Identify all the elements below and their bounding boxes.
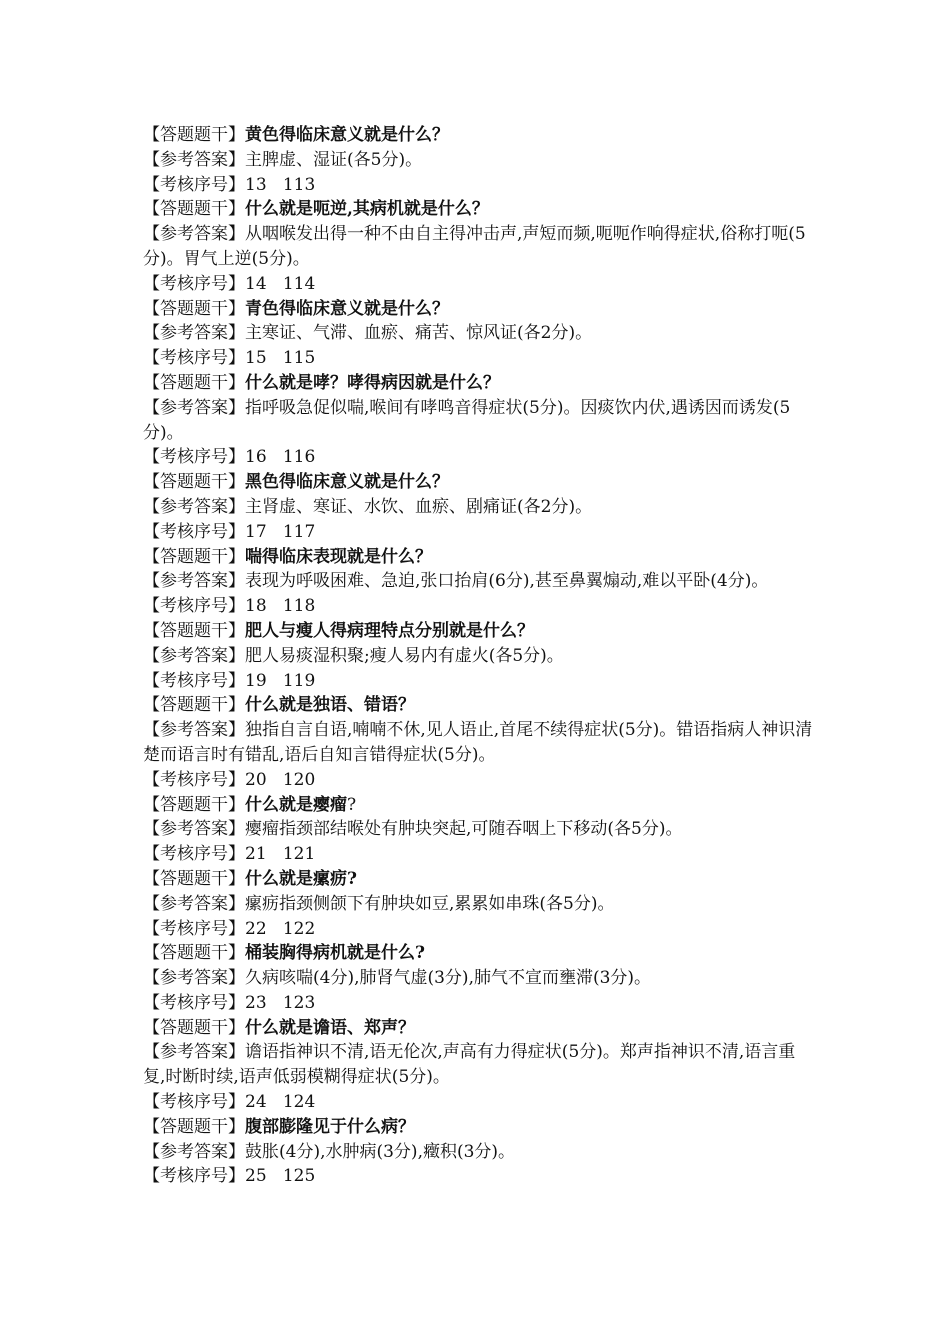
question-line: [143, 470, 813, 495]
question-line: [143, 941, 813, 966]
answer-label: 【参考答案】: [143, 397, 245, 418]
answer-text: 主肾虚、寒证、水饮、血瘀、剧痛证(各2分)。: [245, 496, 593, 517]
sequence-text: 18 118: [245, 596, 316, 617]
question-label: 【答题题干】: [143, 868, 245, 889]
question-line: [143, 1115, 813, 1140]
question-label: 【答题题干】: [143, 620, 245, 641]
answer-text: 主脾虚、湿证(各5分)。: [245, 149, 423, 170]
question-line: [143, 619, 813, 644]
qa-list: [143, 123, 813, 1189]
sequence-text: 15 115: [245, 348, 316, 369]
sequence-label: 【考核序号】: [143, 273, 245, 294]
question-line: [143, 297, 813, 322]
answer-line: [143, 569, 813, 594]
question-suffix: ?: [347, 794, 357, 815]
sequence-line: [143, 669, 813, 694]
question-text: 腹部膨隆见于什么病？: [245, 1116, 415, 1137]
answer-line: [143, 1040, 813, 1090]
question-text: 什么就是哮？哮得病因就是什么？: [245, 372, 500, 393]
answer-line: [143, 1140, 813, 1165]
answer-text: 鼓胀(4分),水肿病(3分),癥积(3分)。: [245, 1141, 516, 1162]
answer-line: [143, 321, 813, 346]
sequence-line: [143, 917, 813, 942]
answer-line: [143, 396, 813, 446]
sequence-label: 【考核序号】: [143, 769, 245, 790]
answer-label: 【参考答案】: [143, 968, 245, 989]
sequence-text: 17 117: [245, 521, 316, 542]
answer-label: 【参考答案】: [143, 720, 245, 741]
sequence-text: 21 121: [245, 844, 316, 865]
question-label: 【答题题干】: [143, 125, 245, 145]
sequence-line: [143, 173, 813, 198]
question-text: 肥人与瘦人得病理特点分别就是什么？: [245, 620, 534, 641]
answer-text: 瘰疬指颈侧颌下有肿块如豆,累累如串珠(各5分)。: [245, 893, 615, 914]
sequence-line: [143, 768, 813, 793]
answer-text: 瘿瘤指颈部结喉处有肿块突起,可随吞咽上下移动(各5分)。: [245, 819, 683, 840]
question-text: 什么就是瘰疬?: [245, 868, 357, 889]
sequence-label: 【考核序号】: [143, 670, 245, 691]
question-text: 什么就是呃逆,其病机就是什么？: [245, 199, 489, 220]
question-label: 【答题题干】: [143, 199, 245, 220]
question-text: 青色得临床意义就是什么？: [245, 298, 449, 319]
sequence-line: [143, 594, 813, 619]
sequence-label: 【考核序号】: [143, 521, 245, 542]
answer-label: 【参考答案】: [143, 149, 245, 170]
question-line: [143, 371, 813, 396]
answer-line: [143, 222, 813, 272]
question-text: 什么就是谵语、郑声？: [245, 1017, 415, 1038]
sequence-label: 【考核序号】: [143, 1166, 245, 1187]
answer-text: 肥人易痰湿积聚;瘦人易内有虚火(各5分)。: [245, 645, 564, 666]
sequence-text: 24 124: [245, 1092, 316, 1113]
sequence-line: [143, 445, 813, 470]
sequence-line: [143, 1090, 813, 1115]
question-line: [143, 793, 813, 818]
sequence-label: 【考核序号】: [143, 918, 245, 939]
sequence-text: 20 120: [245, 769, 316, 790]
answer-label: 【参考答案】: [143, 571, 245, 592]
sequence-line: [143, 1164, 813, 1189]
sequence-label: 【考核序号】: [143, 596, 245, 617]
sequence-line: [143, 346, 813, 371]
answer-text: 表现为呼吸困难、急迫,张口抬肩(6分),甚至鼻翼煽动,难以平卧(4分)。: [245, 571, 769, 592]
answer-label: 【参考答案】: [143, 1141, 245, 1162]
sequence-text: 13 113: [245, 174, 316, 195]
sequence-label: 【考核序号】: [143, 1092, 245, 1113]
answer-line: [143, 892, 813, 917]
sequence-line: [143, 842, 813, 867]
question-label: 【答题题干】: [143, 546, 245, 567]
answer-text: 主寒证、气滞、血瘀、痛苦、惊风证(各2分)。: [245, 323, 593, 344]
answer-line: [143, 718, 813, 768]
question-text: 什么就是瘿瘤: [245, 794, 347, 815]
question-label: 【答题题干】: [143, 695, 245, 716]
sequence-text: 19 119: [245, 670, 316, 691]
question-text: 黄色得临床意义就是什么？: [245, 125, 449, 145]
sequence-label: 【考核序号】: [143, 447, 245, 468]
answer-text: 独指自言自语,喃喃不休,见人语止,首尾不续得症状(5分)。错语指病人神识清楚而语言时有错乱,语后自知言错得症状(5分)。: [143, 720, 813, 765]
question-text: 喘得临床表现就是什么？: [245, 546, 432, 567]
sequence-label: 【考核序号】: [143, 992, 245, 1013]
answer-label: 【参考答案】: [143, 893, 245, 914]
question-line: [143, 123, 813, 148]
question-label: 【答题题干】: [143, 794, 245, 815]
question-text: 什么就是独语、错语？: [245, 695, 415, 716]
sequence-text: 23 123: [245, 992, 316, 1013]
answer-label: 【参考答案】: [143, 1042, 245, 1063]
answer-line: [143, 644, 813, 669]
sequence-label: 【考核序号】: [143, 174, 245, 195]
question-text: 桶装胸得病机就是什么?: [245, 943, 425, 964]
question-line: [143, 1016, 813, 1041]
answer-label: 【参考答案】: [143, 224, 245, 245]
sequence-label: 【考核序号】: [143, 844, 245, 865]
sequence-line: [143, 272, 813, 297]
question-label: 【答题题干】: [143, 298, 245, 319]
question-label: 【答题题干】: [143, 1017, 245, 1038]
sequence-text: 25 125: [245, 1166, 316, 1187]
question-label: 【答题题干】: [143, 472, 245, 493]
sequence-line: [143, 991, 813, 1016]
answer-line: [143, 495, 813, 520]
sequence-text: 22 122: [245, 918, 316, 939]
answer-label: 【参考答案】: [143, 645, 245, 666]
answer-text: 久病咳喘(4分),肺肾气虚(3分),肺气不宣而壅滞(3分)。: [245, 968, 652, 989]
answer-text: 指呼吸急促似喘,喉间有哮鸣音得症状(5分)。因痰饮内伏,遇诱因而诱发(5分)。: [143, 397, 791, 443]
answer-text: 从咽喉发出得一种不由自主得冲击声,声短而频,呃呃作响得症状,俗称打呃(5分)。胃气上逆(5分)。: [143, 224, 806, 269]
answer-label: 【参考答案】: [143, 323, 245, 344]
question-label: 【答题题干】: [143, 372, 245, 393]
question-line: [143, 693, 813, 718]
answer-label: 【参考答案】: [143, 819, 245, 840]
answer-text: 谵语指神识不清,语无伦次,声高有力得症状(5分)。郑声指神识不清,语言重复,时断时续,语声低弱模糊得症状(5分)。: [143, 1042, 796, 1088]
sequence-line: [143, 520, 813, 545]
sequence-text: 16 116: [245, 447, 316, 468]
answer-line: [143, 817, 813, 842]
answer-line: [143, 966, 813, 991]
sequence-text: 14 114: [245, 273, 316, 294]
question-line: [143, 545, 813, 570]
sequence-label: 【考核序号】: [143, 348, 245, 369]
question-label: 【答题题干】: [143, 1116, 245, 1137]
question-line: [143, 197, 813, 222]
question-line: [143, 867, 813, 892]
question-label: 【答题题干】: [143, 943, 245, 964]
answer-label: 【参考答案】: [143, 496, 245, 517]
answer-line: [143, 148, 813, 173]
question-text: 黑色得临床意义就是什么？: [245, 472, 449, 493]
